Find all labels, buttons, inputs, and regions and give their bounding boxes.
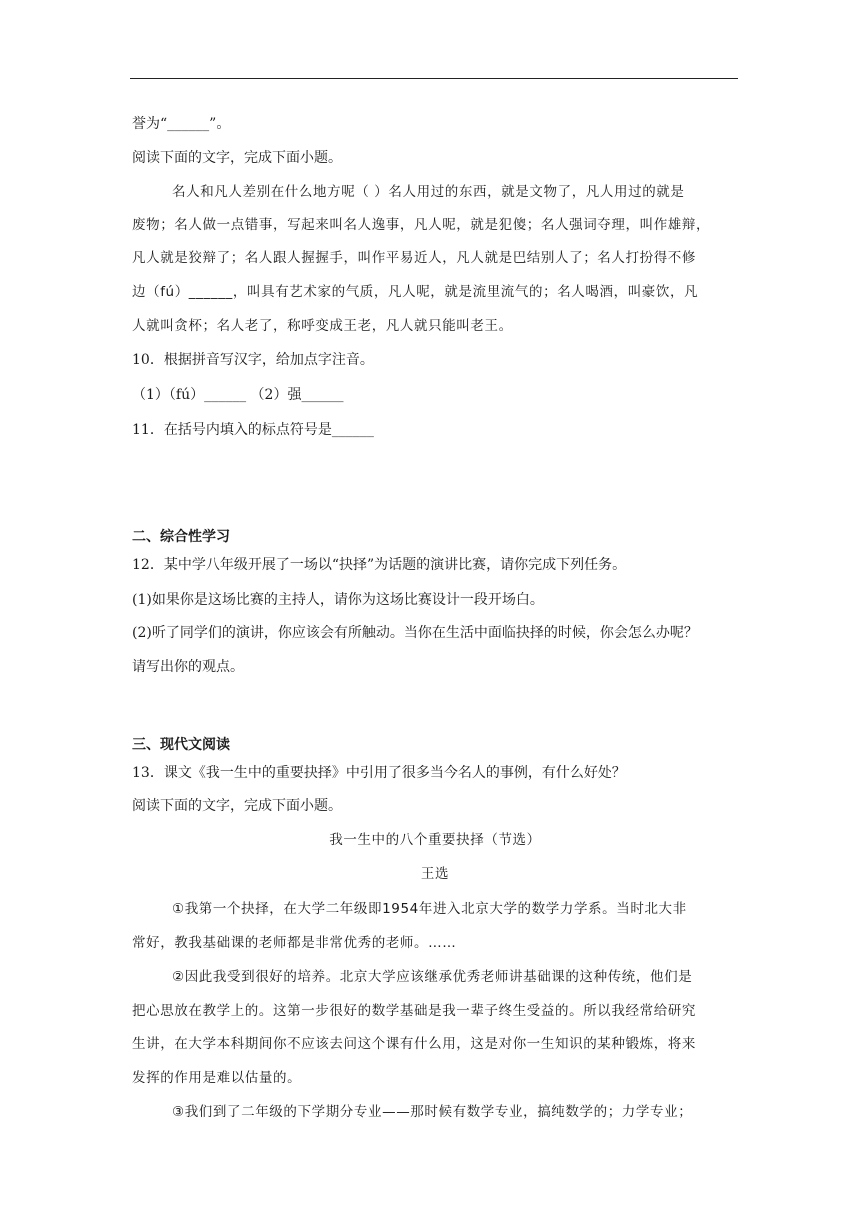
passage-line: 人就叫贪杯；名人老了，称呼变成王老，凡人就只能叫老王。 [132,318,513,334]
article-line: 生讲，在大学本科期间你不应该去问这个课有什么用，这是对你一生知识的某种锻炼，将来 [132,1036,696,1052]
reading-instruction: 阅读下面的文字，完成下面小题。 [132,798,342,814]
passage-line: 名人和凡人差别在什么地方呢（ ）名人用过的东西，就是文物了，凡人用过的就是 [172,184,685,200]
article-line: ①我第一个抉择，在大学二年级即1954年进入北京大学的数学力学系。当时北大非 [172,901,687,917]
section-heading-2: 二、综合性学习 [132,529,230,545]
question-11: 11．在括号内填入的标点符号是______ [132,422,374,438]
question-12-part-1: (1)如果你是这场比赛的主持人，请你为这场比赛设计一段开场白。 [132,592,544,608]
question-10-answers: （1）（fú）______ （2）强______ [132,387,344,403]
passage-line: 废物；名人做一点错事，写起来叫名人逸事，凡人呢，就是犯傻；名人强词夺理，叫作雄辩， [132,217,711,233]
question-13: 13．课文《我一生中的重要抉择》中引用了很多当今名人的事例，有什么好处？ [132,765,626,781]
article-line: 发挥的作用是难以估量的。 [132,1070,302,1086]
reading-instruction: 阅读下面的文字，完成下面小题。 [132,150,342,166]
article-line: 把心思放在教学上的。这第一步很好的数学基础是我一辈子终生受益的。所以我经常给研究 [132,1003,696,1019]
passage-line: 凡人就是狡辩了；名人跟人握握手，叫作平易近人，凡人就是巴结别人了；名人打扮得不修 [132,250,696,266]
article-line: ③我们到了二年级的下学期分专业——那时候有数学专业，搞纯数学的；力学专业； [172,1104,693,1120]
article-line: 常好，教我基础课的老师都是非常优秀的老师。…… [132,935,457,951]
question-10: 10．根据拼音写汉字，给加点字注音。 [132,352,374,368]
question-12-part-2: (2)听了同学们的演讲，你应该会有所触动。当你在生活中面临抉择的时候，你会怎么办呢？ [132,625,698,641]
header-rule [130,78,738,79]
text-line: 誉为“______”。 [132,116,231,132]
article-author: 王选 [420,866,450,882]
article-line: ②因此我受到很好的培养。北京大学应该继承优秀老师讲基础课的这种传统，他们是 [172,969,693,985]
question-12-part-2-cont: 请写出你的观点。 [132,659,244,675]
section-heading-3: 三、现代文阅读 [132,737,230,753]
passage-line: 边（fú）______，叫具有艺术家的气质，凡人呢，就是流里流气的；名人喝酒，叫豪饮，凡 [132,284,699,300]
article-title: 我一生中的八个重要抉择（节选） [329,832,541,848]
question-12: 12．某中学八年级开展了一场以“抉择”为话题的演讲比赛，请你完成下列任务。 [132,557,627,573]
